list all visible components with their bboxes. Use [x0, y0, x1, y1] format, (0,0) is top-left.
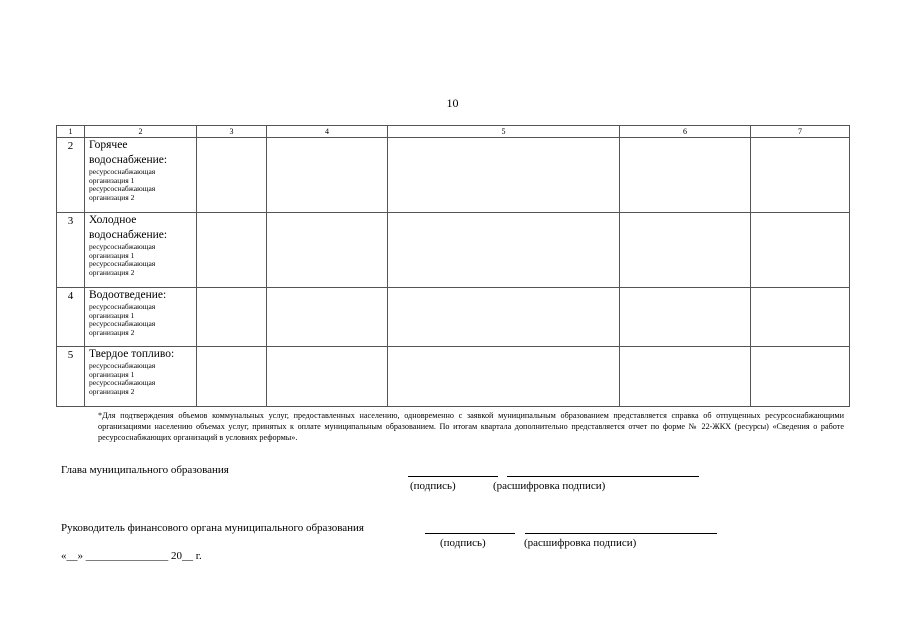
empty-cell — [620, 288, 751, 347]
empty-cell — [197, 213, 267, 288]
subitem-label: организация 1 — [89, 310, 135, 320]
empty-cell — [751, 213, 850, 288]
table-row — [57, 138, 850, 213]
subitem-label: организация 2 — [89, 327, 135, 337]
finance-sign-caption: (подпись) — [440, 537, 486, 549]
row-number: 3 — [57, 213, 85, 288]
subitem-label: ресурсоснабжающая — [89, 167, 156, 176]
empty-cell — [197, 288, 267, 347]
subitem-label: ресурсоснабжающая — [89, 378, 156, 387]
date-line: «__» _______________ 20__ г. — [61, 550, 202, 562]
column-header: 4 — [267, 126, 388, 138]
column-header-row — [57, 126, 850, 138]
subitem-label: ресурсоснабжающая — [89, 184, 156, 193]
subitem-label: ресурсоснабжающая — [89, 319, 156, 328]
category-label: Холодное — [89, 214, 137, 226]
table-row — [57, 288, 850, 347]
empty-cell — [388, 138, 620, 213]
table-row — [57, 347, 850, 407]
subitem-label: организация 2 — [89, 386, 135, 396]
row-number: 2 — [57, 138, 85, 213]
empty-cell — [620, 347, 751, 407]
empty-cell — [267, 213, 388, 288]
head-sign-caption: (подпись) — [410, 480, 456, 492]
finance-decode-line — [525, 533, 717, 534]
empty-cell — [620, 138, 751, 213]
empty-cell — [751, 347, 850, 407]
subitem-label: организация 2 — [89, 267, 135, 277]
row-number: 5 — [57, 347, 85, 407]
category-label: водоснабжение: — [89, 154, 168, 166]
subitem-label: организация 1 — [89, 250, 135, 260]
empty-cell — [751, 138, 850, 213]
row-name-cell — [85, 213, 197, 288]
subitem-label: организация 1 — [89, 175, 135, 185]
empty-cell — [197, 138, 267, 213]
head-label: Глава муниципального образования — [61, 464, 229, 476]
subitem-label: ресурсоснабжающая — [89, 242, 156, 251]
empty-cell — [388, 288, 620, 347]
subitem-label: ресурсоснабжающая — [89, 259, 156, 268]
column-header: 6 — [620, 126, 751, 138]
category-label: Водоотведение: — [89, 289, 167, 301]
row-number: 4 — [57, 288, 85, 347]
subitem-label: организация 2 — [89, 192, 135, 202]
footnote: *Для подтверждения объемов коммунальных услуг, предоставленных населению, одновременно с заявкой муниципальным образованием представляется справка об отпущенных ресурсоснабжающими организациями населению объемах услуг, принятых к оплате муниципальным образованием. По итогам квартала дополнительно представляется отчет по форме № 22-ЖКХ (ресурсы) «Сведения о работе ресурсоснабжающих организаций в условиях реформы». — [98, 411, 844, 442]
subitem-label: ресурсоснабжающая — [89, 361, 156, 370]
resource-table — [56, 125, 850, 407]
empty-cell — [267, 347, 388, 407]
finance-label: Руководитель финансового органа муниципального образования — [61, 522, 364, 534]
empty-cell — [267, 138, 388, 213]
empty-cell — [388, 347, 620, 407]
head-decode-line — [507, 476, 699, 477]
table-row — [57, 213, 850, 288]
column-header: 7 — [751, 126, 850, 138]
subitem-label: ресурсоснабжающая — [89, 302, 156, 311]
row-name-cell — [85, 138, 197, 213]
row-name-cell — [85, 288, 197, 347]
column-header: 3 — [197, 126, 267, 138]
finance-decode-caption: (расшифровка подписи) — [524, 537, 637, 549]
row-name-cell — [85, 347, 197, 407]
category-label: водоснабжение: — [89, 229, 168, 241]
column-header: 5 — [388, 126, 620, 138]
empty-cell — [267, 288, 388, 347]
category-label: Твердое топливо: — [89, 348, 175, 360]
finance-signature-line — [425, 533, 515, 534]
empty-cell — [751, 288, 850, 347]
page-number: 10 — [446, 96, 459, 110]
column-header: 1 — [57, 126, 85, 138]
empty-cell — [620, 213, 751, 288]
empty-cell — [388, 213, 620, 288]
head-signature-line — [408, 476, 498, 477]
category-label: Горячее — [89, 139, 128, 151]
subitem-label: организация 1 — [89, 369, 135, 379]
head-decode-caption: (расшифровка подписи) — [493, 480, 606, 492]
column-header: 2 — [85, 126, 197, 138]
empty-cell — [197, 347, 267, 407]
